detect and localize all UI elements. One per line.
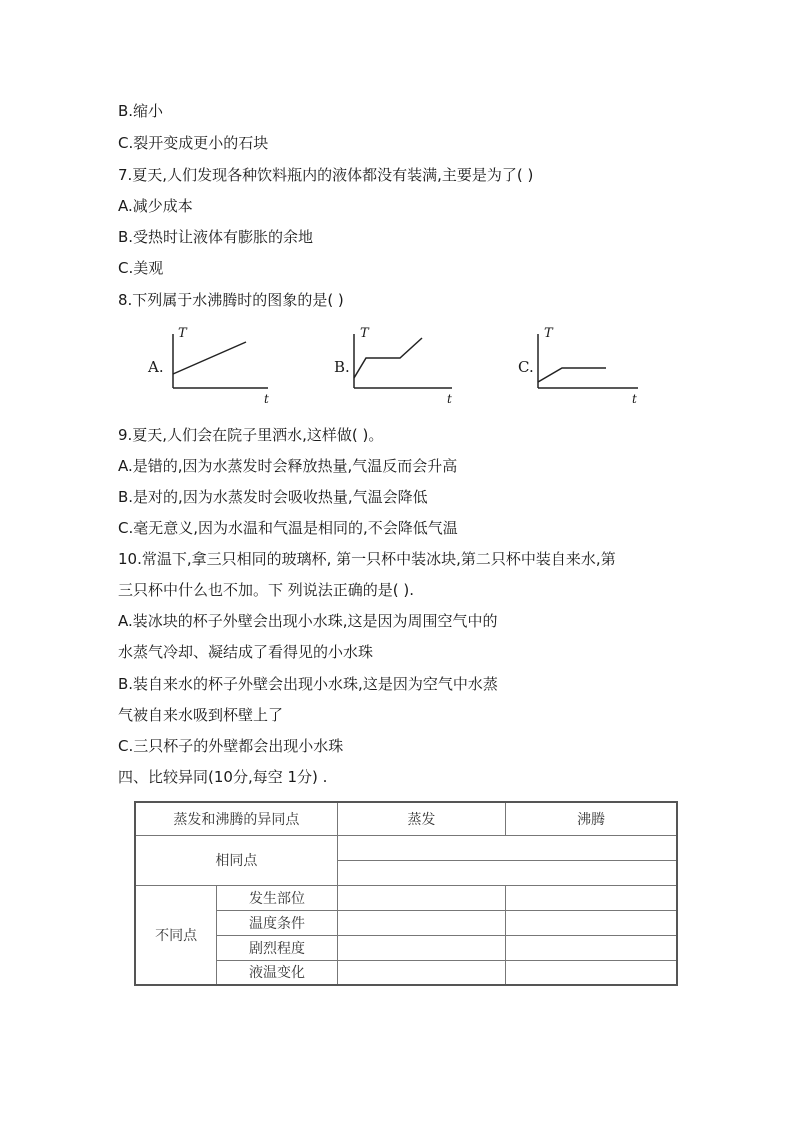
answer-cell-evaporation[interactable] xyxy=(337,910,505,935)
graph-c-y-label: T xyxy=(544,326,553,341)
answer-cell-same-1[interactable] xyxy=(337,835,677,860)
graph-a-curve xyxy=(173,342,246,374)
option-q9-b: B.是对的,因为水蒸发时会吸收热量,气温会降低 xyxy=(118,488,428,506)
graph-b-y-label: T xyxy=(360,326,369,341)
answer-cell-boiling[interactable] xyxy=(506,885,677,910)
question-8: 8.下列属于水沸腾时的图象的是( ) xyxy=(118,291,344,309)
option-q10-a-line2: 水蒸气冷却、凝结成了看得见的小水珠 xyxy=(118,643,374,661)
option-q6-b: B.缩小 xyxy=(118,102,164,120)
graph-a-label: A. xyxy=(148,358,164,376)
table-row xyxy=(135,960,677,985)
answer-cell-evaporation[interactable] xyxy=(337,960,505,985)
graph-a-y-label: T xyxy=(178,326,187,341)
answer-cell-boiling[interactable] xyxy=(506,960,677,985)
graph-b-curve xyxy=(354,338,422,378)
question-10-line2: 三只杯中什么也不加。下 列说法正确的是( ). xyxy=(118,581,415,599)
graph-option-a xyxy=(118,322,269,414)
option-q7-a: A.减少成本 xyxy=(118,197,193,215)
graph-option-c xyxy=(514,322,644,414)
option-q7-c: C.美观 xyxy=(118,259,164,277)
table-header-row xyxy=(135,802,677,835)
option-q10-b-line2: 气被自来水吸到杯壁上了 xyxy=(118,706,284,724)
option-q10-b-line1: B.装自来水的杯子外壁会出现小水珠,这是因为空气中水蒸 xyxy=(118,675,498,693)
table-header-topic: 蒸发和沸腾的异同点 xyxy=(135,802,337,835)
comparison-table xyxy=(134,801,678,986)
answer-cell-evaporation[interactable] xyxy=(337,935,505,960)
option-q10-c: C.三只杯子的外壁都会出现小水珠 xyxy=(118,737,344,755)
answer-cell-evaporation[interactable] xyxy=(337,885,505,910)
answer-cell-same-2[interactable] xyxy=(337,860,677,885)
table-row xyxy=(135,885,677,910)
graph-a-plot xyxy=(118,322,278,414)
table-row xyxy=(135,910,677,935)
graph-a-x-label: t xyxy=(264,392,269,406)
question-9: 9.夏天,人们会在院子里洒水,这样做( )。 xyxy=(118,426,384,444)
graph-c-label: C. xyxy=(518,358,534,376)
table-row-label: 液温变化 xyxy=(217,960,338,985)
table-label-diff: 不同点 xyxy=(135,885,217,985)
option-q9-c: C.毫无意义,因为水温和气温是相同的,不会降低气温 xyxy=(118,519,458,537)
question-10-line1: 10.常温下,拿三只相同的玻璃杯, 第一只杯中装冰块,第二只杯中装自来水,第 xyxy=(118,550,616,568)
graph-option-b xyxy=(330,322,460,414)
answer-cell-boiling[interactable] xyxy=(506,935,677,960)
boiling-graphs xyxy=(118,322,658,414)
graph-c-curve xyxy=(538,368,606,382)
table-row-label: 剧烈程度 xyxy=(217,935,338,960)
option-q6-c: C.裂开变成更小的石块 xyxy=(118,134,269,152)
graph-b-x-label: t xyxy=(447,392,452,406)
graph-c-x-label: t xyxy=(632,392,637,406)
table-header-boiling: 沸腾 xyxy=(506,802,677,835)
table-header-evaporation: 蒸发 xyxy=(337,802,505,835)
question-7: 7.夏天,人们发现各种饮料瓶内的液体都没有装满,主要是为了( ) xyxy=(118,166,534,184)
table-row-label: 发生部位 xyxy=(217,885,338,910)
table-row-same-1 xyxy=(135,835,677,860)
graph-b-plot xyxy=(330,322,490,414)
table-row-label: 温度条件 xyxy=(217,910,338,935)
answer-cell-boiling[interactable] xyxy=(506,910,677,935)
graph-c-plot xyxy=(514,322,674,414)
table-label-same: 相同点 xyxy=(135,835,337,885)
option-q7-b: B.受热时让液体有膨胀的余地 xyxy=(118,228,314,246)
section-4-title: 四、比较异同(10分,每空 1分) . xyxy=(118,768,328,786)
option-q10-a-line1: A.装冰块的杯子外壁会出现小水珠,这是因为周围空气中的 xyxy=(118,612,498,630)
graph-b-label: B. xyxy=(334,358,350,376)
option-q9-a: A.是错的,因为水蒸发时会释放热量,气温反而会升高 xyxy=(118,457,458,475)
table-row xyxy=(135,935,677,960)
